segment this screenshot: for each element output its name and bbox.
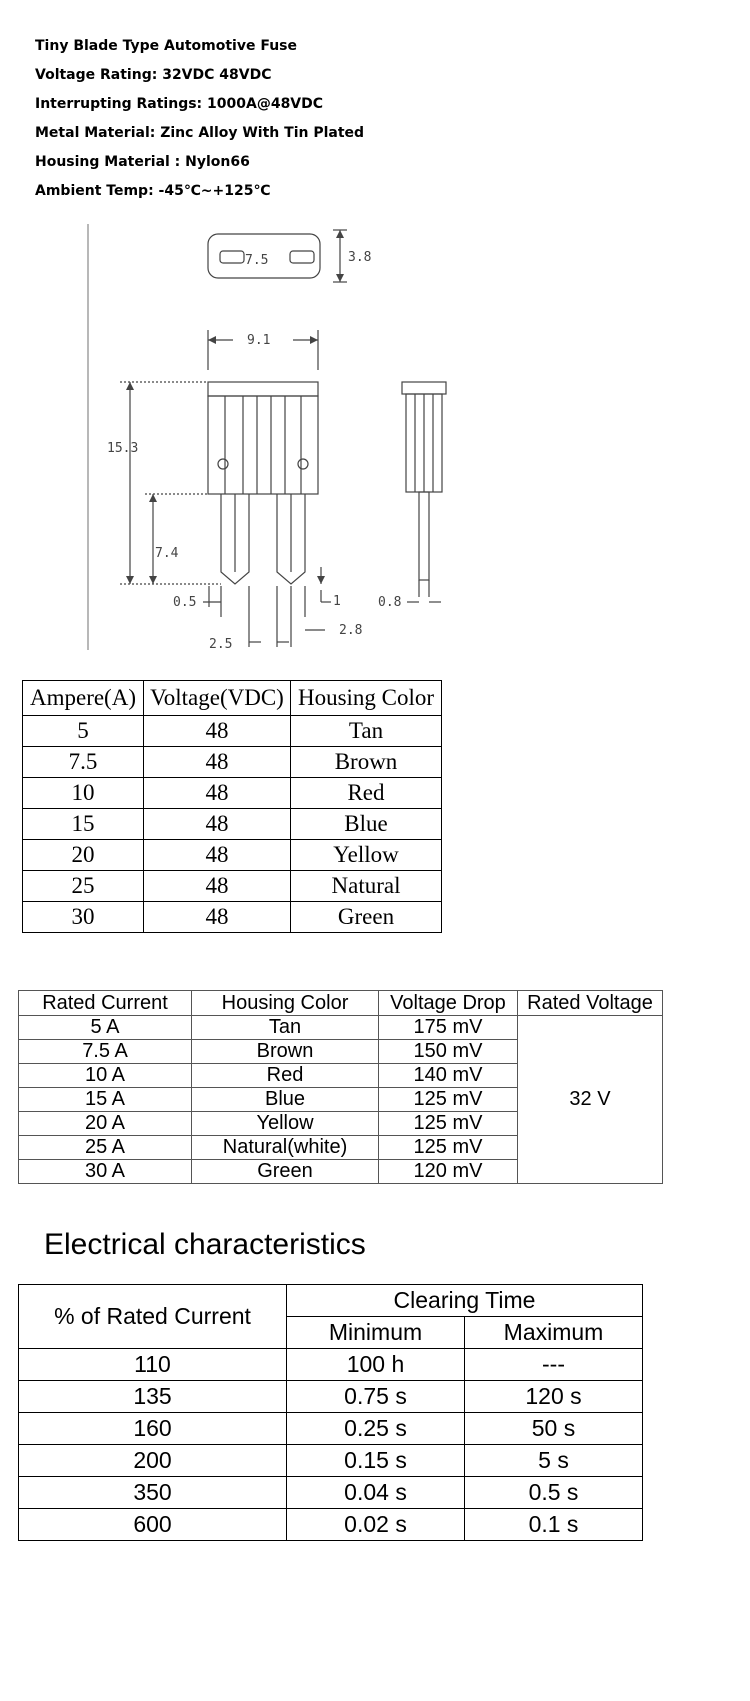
cell-ampere: 10 [23, 778, 144, 809]
cell-color: Tan [192, 1016, 379, 1040]
cell-current: 5 A [19, 1016, 192, 1040]
cell-minimum: 0.02 s [287, 1509, 465, 1541]
cell-maximum: 5 s [465, 1445, 643, 1477]
cell-percent: 110 [19, 1349, 287, 1381]
cell-color: Brown [291, 747, 442, 778]
spec-line: Voltage Rating: 32VDC 48VDC [35, 67, 272, 83]
table-row [23, 778, 442, 809]
cell-color: Green [192, 1160, 379, 1184]
header-maximum: Maximum [465, 1317, 643, 1349]
cell-ampere: 25 [23, 871, 144, 902]
cell-voltage: 48 [144, 871, 291, 902]
cell-minimum: 100 h [287, 1349, 465, 1381]
header-housing-color: Housing Color [192, 991, 379, 1016]
cell-ampere: 20 [23, 840, 144, 871]
dim-blade-width: 2.5 [209, 637, 233, 652]
cell-current: 7.5 A [19, 1040, 192, 1064]
cell-ampere: 5 [23, 716, 144, 747]
cell-color: Natural(white) [192, 1136, 379, 1160]
table-row [19, 1445, 643, 1477]
table-row [23, 871, 442, 902]
cell-color: Yellow [192, 1112, 379, 1136]
table-row [23, 809, 442, 840]
cell-current: 15 A [19, 1088, 192, 1112]
cell-voltage-drop: 140 mV [379, 1064, 518, 1088]
dim-chamfer: 1 [333, 594, 341, 609]
cell-minimum: 0.25 s [287, 1413, 465, 1445]
fuse-rating-label: 7.5 [245, 253, 269, 268]
cell-voltage-drop: 175 mV [379, 1016, 518, 1040]
table-row [19, 1349, 643, 1381]
cell-color: Brown [192, 1040, 379, 1064]
spec-line: Interrupting Ratings: 1000A@48VDC [35, 96, 324, 112]
cell-color: Tan [291, 716, 442, 747]
header-percent-rated-current: % of Rated Current [19, 1285, 287, 1349]
dim-top-height: 3.8 [348, 250, 372, 265]
cell-current: 10 A [19, 1064, 192, 1088]
cell-voltage-drop: 150 mV [379, 1040, 518, 1064]
cell-voltage: 48 [144, 840, 291, 871]
table-header-row [19, 1285, 643, 1317]
cell-color: Yellow [291, 840, 442, 871]
cell-color: Green [291, 902, 442, 933]
cell-percent: 160 [19, 1413, 287, 1445]
spec-line: Tiny Blade Type Automotive Fuse [35, 38, 297, 54]
header-clearing-time: Clearing Time [287, 1285, 643, 1317]
dim-width: 9.1 [247, 333, 271, 348]
cell-percent: 600 [19, 1509, 287, 1541]
cell-voltage-drop: 125 mV [379, 1136, 518, 1160]
spec-list [35, 36, 364, 210]
table-row [19, 1413, 643, 1445]
cell-voltage: 48 [144, 716, 291, 747]
cell-color: Blue [291, 809, 442, 840]
cell-percent: 350 [19, 1477, 287, 1509]
table-header-row [19, 991, 663, 1016]
cell-maximum: 0.5 s [465, 1477, 643, 1509]
cell-maximum: 120 s [465, 1381, 643, 1413]
electrical-title: Electrical characteristics [44, 1228, 366, 1261]
ampere-voltage-color-table [22, 680, 442, 933]
cell-voltage-drop: 125 mV [379, 1112, 518, 1136]
header-rated-current: Rated Current [19, 991, 192, 1016]
cell-current: 25 A [19, 1136, 192, 1160]
header-rated-voltage: Rated Voltage [518, 991, 663, 1016]
spec-line: Ambient Temp: -45℃~+125℃ [35, 183, 271, 199]
dim-total-height: 15.3 [107, 441, 139, 456]
rated-current-table [18, 990, 663, 1184]
cell-percent: 135 [19, 1381, 287, 1413]
cell-voltage-drop: 120 mV [379, 1160, 518, 1184]
dim-side-blade: 0.8 [378, 595, 402, 610]
cell-maximum: 50 s [465, 1413, 643, 1445]
table-row [19, 1477, 643, 1509]
spec-line: Metal Material: Zinc Alloy With Tin Plated [35, 125, 365, 141]
cell-percent: 200 [19, 1445, 287, 1477]
header-ampere: Ampere(A) [23, 681, 144, 716]
table-row [23, 747, 442, 778]
spec-line: Housing Material : Nylon66 [35, 154, 250, 170]
cell-minimum: 0.04 s [287, 1477, 465, 1509]
cell-voltage-drop: 125 mV [379, 1088, 518, 1112]
cell-maximum: 0.1 s [465, 1509, 643, 1541]
cell-voltage: 48 [144, 778, 291, 809]
dim-blade-length: 7.4 [155, 546, 179, 561]
table-row [19, 1016, 663, 1040]
cell-maximum: --- [465, 1349, 643, 1381]
header-minimum: Minimum [287, 1317, 465, 1349]
cell-ampere: 15 [23, 809, 144, 840]
cell-color: Red [192, 1064, 379, 1088]
table-row [23, 840, 442, 871]
fuse-marking [245, 253, 268, 268]
cell-ampere: 7.5 [23, 747, 144, 778]
cell-color: Natural [291, 871, 442, 902]
cell-ampere: 30 [23, 902, 144, 933]
cell-current: 30 A [19, 1160, 192, 1184]
table-row [19, 1381, 643, 1413]
table-row [23, 716, 442, 747]
header-housing-color: Housing Color [291, 681, 442, 716]
clearing-time-table [18, 1284, 643, 1541]
cell-minimum: 0.75 s [287, 1381, 465, 1413]
cell-voltage: 48 [144, 809, 291, 840]
cell-current: 20 A [19, 1112, 192, 1136]
table-row [23, 902, 442, 933]
cell-voltage: 48 [144, 747, 291, 778]
cell-voltage: 48 [144, 902, 291, 933]
cell-rated-voltage: 32 V [518, 1016, 663, 1184]
table-row [19, 1509, 643, 1541]
fuse-dimension-drawing [85, 222, 545, 652]
fuse-drawing-svg [85, 222, 545, 652]
table-header-row [23, 681, 442, 716]
header-voltage-drop: Voltage Drop [379, 991, 518, 1016]
cell-color: Red [291, 778, 442, 809]
cell-color: Blue [192, 1088, 379, 1112]
header-voltage: Voltage(VDC) [144, 681, 291, 716]
cell-minimum: 0.15 s [287, 1445, 465, 1477]
dim-blade-gap: 2.8 [339, 623, 363, 638]
dim-blade-thickness: 0.5 [173, 595, 197, 610]
